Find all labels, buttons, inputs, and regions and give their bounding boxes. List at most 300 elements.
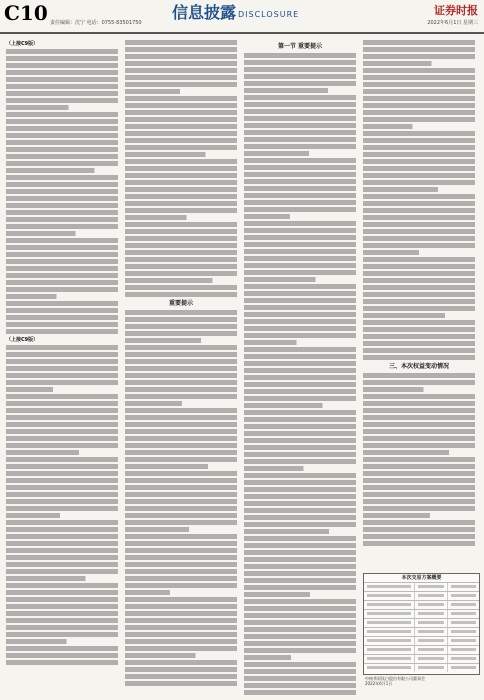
section-heading: 重要提示 xyxy=(168,300,193,307)
text-line xyxy=(244,494,356,499)
text-line xyxy=(125,478,237,483)
text-line xyxy=(6,653,118,658)
text-line xyxy=(6,569,118,574)
text-line xyxy=(6,464,118,469)
text-line xyxy=(125,345,237,350)
text-line xyxy=(6,555,118,560)
text-line xyxy=(244,627,356,632)
text-line xyxy=(6,408,118,413)
text-line xyxy=(244,620,356,625)
cell-text xyxy=(451,666,476,669)
text-line xyxy=(125,555,237,560)
text-line xyxy=(125,243,237,248)
cell-text xyxy=(367,657,411,660)
text-line xyxy=(6,273,118,278)
text-line xyxy=(125,527,237,532)
text-line xyxy=(125,285,237,290)
text-line xyxy=(125,464,237,469)
text-line xyxy=(244,291,356,296)
text-line xyxy=(244,459,356,464)
body-text-block xyxy=(6,345,118,665)
cell-text xyxy=(451,621,476,624)
text-line xyxy=(363,278,475,283)
text-line xyxy=(125,194,237,199)
text-line xyxy=(363,131,475,136)
text-line xyxy=(244,578,356,583)
text-line xyxy=(6,513,118,518)
text-line xyxy=(6,415,118,420)
text-line xyxy=(125,422,237,427)
section-title: 信息披露 xyxy=(172,3,237,22)
text-line xyxy=(125,401,237,406)
text-line xyxy=(125,583,237,588)
edition-date: 2022年6月1日 星期三 xyxy=(427,20,478,26)
text-line xyxy=(244,298,356,303)
text-line xyxy=(363,457,475,462)
text-line xyxy=(244,396,356,401)
table-cell xyxy=(447,610,479,618)
text-line xyxy=(244,403,356,408)
text-line xyxy=(363,215,475,220)
text-line xyxy=(6,611,118,616)
text-line xyxy=(363,145,475,150)
table-row xyxy=(364,618,479,627)
text-line xyxy=(6,660,118,665)
text-line xyxy=(125,292,237,297)
table-cell xyxy=(447,619,479,627)
text-line xyxy=(6,203,118,208)
text-line xyxy=(6,252,118,257)
text-line xyxy=(363,320,475,325)
text-line xyxy=(6,499,118,504)
text-line xyxy=(6,646,118,651)
text-line xyxy=(125,215,237,220)
text-line xyxy=(6,140,118,145)
table-cell xyxy=(447,628,479,636)
table-cell xyxy=(414,664,446,672)
text-line xyxy=(244,508,356,513)
cell-text xyxy=(451,612,476,615)
text-line xyxy=(244,536,356,541)
cell-text xyxy=(367,621,411,624)
text-line xyxy=(125,82,237,87)
text-line xyxy=(363,103,475,108)
text-line xyxy=(6,91,118,96)
text-line xyxy=(244,669,356,674)
text-line xyxy=(6,520,118,525)
text-line xyxy=(6,534,118,539)
table-cell xyxy=(364,619,414,627)
text-line xyxy=(6,366,118,371)
text-line xyxy=(244,221,356,226)
page-number: C10 xyxy=(4,1,48,25)
text-line xyxy=(125,208,237,213)
text-line xyxy=(6,492,118,497)
text-line xyxy=(125,674,237,679)
text-line xyxy=(125,152,237,157)
table-row xyxy=(364,591,479,600)
text-line xyxy=(6,387,118,392)
text-line xyxy=(125,54,237,59)
text-line xyxy=(363,292,475,297)
signature-block xyxy=(365,676,478,692)
text-line xyxy=(125,457,237,462)
text-line xyxy=(363,187,475,192)
text-line xyxy=(244,445,356,450)
text-line xyxy=(6,126,118,131)
table-row xyxy=(364,663,479,672)
cell-text xyxy=(451,585,476,588)
text-line xyxy=(363,152,475,157)
text-line xyxy=(125,180,237,185)
text-column-4 xyxy=(363,40,475,548)
text-column-1 xyxy=(6,40,118,667)
text-column-2 xyxy=(125,40,237,688)
text-line xyxy=(363,471,475,476)
table-cell xyxy=(447,637,479,645)
text-line xyxy=(6,210,118,215)
text-line xyxy=(363,373,475,378)
text-line xyxy=(244,130,356,135)
text-line xyxy=(244,382,356,387)
text-line xyxy=(6,576,118,581)
text-line xyxy=(244,305,356,310)
text-line xyxy=(125,173,237,178)
text-line xyxy=(125,47,237,52)
text-line xyxy=(125,506,237,511)
text-line xyxy=(244,284,356,289)
text-line xyxy=(125,75,237,80)
text-line xyxy=(125,338,237,343)
text-line xyxy=(244,585,356,590)
text-line xyxy=(125,625,237,630)
text-line xyxy=(244,172,356,177)
body-text-block xyxy=(6,49,118,334)
text-line xyxy=(125,471,237,476)
text-line xyxy=(363,341,475,346)
text-line xyxy=(363,229,475,234)
table-cell xyxy=(414,592,446,600)
text-line xyxy=(6,238,118,243)
text-line xyxy=(244,81,356,86)
text-line xyxy=(363,464,475,469)
text-line xyxy=(363,443,475,448)
body-text-block xyxy=(363,40,475,360)
text-line xyxy=(6,322,118,327)
text-line xyxy=(6,147,118,152)
text-line xyxy=(363,506,475,511)
text-line xyxy=(244,214,356,219)
text-line xyxy=(6,308,118,313)
table-cell xyxy=(447,583,479,591)
text-line xyxy=(6,217,118,222)
text-line xyxy=(125,562,237,567)
cell-text xyxy=(418,585,443,588)
text-line xyxy=(125,380,237,385)
text-line xyxy=(6,450,118,455)
text-line xyxy=(125,40,237,45)
text-line xyxy=(363,348,475,353)
text-line xyxy=(244,655,356,660)
text-line xyxy=(6,154,118,159)
text-line xyxy=(244,263,356,268)
text-line xyxy=(363,415,475,420)
body-text-block xyxy=(125,40,237,297)
table-cell xyxy=(364,646,414,654)
text-line xyxy=(244,53,356,58)
text-line xyxy=(6,471,118,476)
text-line xyxy=(125,632,237,637)
cell-text xyxy=(418,621,443,624)
text-line xyxy=(6,287,118,292)
text-line xyxy=(363,387,475,392)
data-table xyxy=(363,573,480,675)
text-line xyxy=(6,548,118,553)
text-line xyxy=(363,54,475,59)
text-line xyxy=(244,634,356,639)
continuation-note: （上接C9版） xyxy=(6,41,39,47)
text-line xyxy=(125,89,237,94)
text-line xyxy=(363,173,475,178)
text-line xyxy=(6,105,118,110)
text-line xyxy=(6,583,118,588)
text-line xyxy=(125,394,237,399)
text-line xyxy=(125,96,237,101)
text-line xyxy=(363,380,475,385)
text-line xyxy=(363,422,475,427)
table-row xyxy=(364,645,479,654)
text-line xyxy=(244,74,356,79)
text-line xyxy=(125,492,237,497)
text-line xyxy=(125,201,237,206)
text-line xyxy=(6,294,118,299)
text-line xyxy=(363,89,475,94)
text-line xyxy=(6,175,118,180)
text-line xyxy=(125,667,237,672)
text-line xyxy=(244,144,356,149)
text-line xyxy=(363,180,475,185)
cell-text xyxy=(367,594,411,597)
text-line xyxy=(363,541,475,546)
table-cell xyxy=(414,646,446,654)
text-line xyxy=(125,317,237,322)
text-line xyxy=(244,375,356,380)
newspaper-logo: 证券时报 xyxy=(434,4,478,17)
text-line xyxy=(125,548,237,553)
text-line xyxy=(6,161,118,166)
text-line xyxy=(6,618,118,623)
text-line xyxy=(6,429,118,434)
table-cell xyxy=(364,601,414,609)
text-line xyxy=(363,520,475,525)
cell-text xyxy=(451,603,476,606)
cell-text xyxy=(451,639,476,642)
text-line xyxy=(244,158,356,163)
text-line xyxy=(363,313,475,318)
text-line xyxy=(363,534,475,539)
signature-company: 中核华原钛白股份有限公司董事会 xyxy=(365,676,425,681)
text-line xyxy=(244,340,356,345)
text-line xyxy=(244,151,356,156)
text-line xyxy=(125,271,237,276)
text-line xyxy=(6,345,118,350)
text-line xyxy=(363,243,475,248)
text-line xyxy=(125,331,237,336)
text-line xyxy=(125,257,237,262)
text-line xyxy=(363,138,475,143)
text-line xyxy=(244,529,356,534)
text-line xyxy=(6,562,118,567)
cell-text xyxy=(451,657,476,660)
text-line xyxy=(125,415,237,420)
text-line xyxy=(125,373,237,378)
text-line xyxy=(125,131,237,136)
table-cell xyxy=(447,592,479,600)
text-line xyxy=(363,194,475,199)
text-line xyxy=(244,592,356,597)
text-line xyxy=(125,597,237,602)
text-line xyxy=(244,270,356,275)
text-line xyxy=(125,653,237,658)
text-column-3 xyxy=(244,40,356,697)
text-line xyxy=(244,137,356,142)
text-line xyxy=(363,429,475,434)
text-line xyxy=(6,443,118,448)
text-line xyxy=(244,368,356,373)
text-line xyxy=(363,299,475,304)
text-line xyxy=(363,82,475,87)
text-line xyxy=(125,352,237,357)
text-line xyxy=(6,168,118,173)
text-line xyxy=(363,327,475,332)
table-cell xyxy=(364,637,414,645)
cell-text xyxy=(367,639,411,642)
text-line xyxy=(6,280,118,285)
text-line xyxy=(363,166,475,171)
text-line xyxy=(244,95,356,100)
table-cell xyxy=(414,628,446,636)
text-line xyxy=(244,60,356,65)
table-row xyxy=(364,627,479,636)
cell-text xyxy=(451,630,476,633)
text-line xyxy=(6,112,118,117)
text-line xyxy=(6,259,118,264)
table-body xyxy=(364,582,479,672)
text-line xyxy=(363,499,475,504)
text-line xyxy=(6,189,118,194)
cell-text xyxy=(367,612,411,615)
table-cell xyxy=(364,592,414,600)
table-cell xyxy=(414,637,446,645)
table-cell xyxy=(447,664,479,672)
text-line xyxy=(363,285,475,290)
text-line xyxy=(244,417,356,422)
text-line xyxy=(6,485,118,490)
text-line xyxy=(125,611,237,616)
text-line xyxy=(363,40,475,45)
text-line xyxy=(125,166,237,171)
text-line xyxy=(125,61,237,66)
text-line xyxy=(244,410,356,415)
text-line xyxy=(244,179,356,184)
text-line xyxy=(244,424,356,429)
body-text-block xyxy=(125,310,237,686)
text-line xyxy=(244,501,356,506)
text-line xyxy=(125,408,237,413)
cell-text xyxy=(367,603,411,606)
table-row xyxy=(364,609,479,618)
table-title: 本次交易方案概要 xyxy=(401,575,442,581)
text-line xyxy=(125,103,237,108)
text-line xyxy=(125,450,237,455)
table-row xyxy=(364,654,479,663)
text-line xyxy=(6,401,118,406)
text-line xyxy=(244,277,356,282)
text-line xyxy=(125,250,237,255)
text-line xyxy=(244,207,356,212)
cell-text xyxy=(418,657,443,660)
text-line xyxy=(244,361,356,366)
table-cell xyxy=(414,610,446,618)
text-line xyxy=(6,478,118,483)
table-cell xyxy=(447,601,479,609)
text-line xyxy=(6,63,118,68)
text-line xyxy=(244,571,356,576)
text-line xyxy=(125,324,237,329)
text-line xyxy=(6,597,118,602)
text-line xyxy=(363,492,475,497)
text-line xyxy=(125,229,237,234)
text-line xyxy=(244,473,356,478)
text-line xyxy=(6,604,118,609)
text-line xyxy=(6,224,118,229)
text-line xyxy=(125,236,237,241)
text-line xyxy=(125,124,237,129)
text-line xyxy=(363,257,475,262)
table-cell xyxy=(364,583,414,591)
text-line xyxy=(125,359,237,364)
text-line xyxy=(6,590,118,595)
text-line xyxy=(363,271,475,276)
text-line xyxy=(6,373,118,378)
table-cell xyxy=(414,583,446,591)
text-line xyxy=(244,200,356,205)
text-line xyxy=(244,480,356,485)
text-line xyxy=(244,165,356,170)
text-line xyxy=(363,222,475,227)
text-line xyxy=(6,182,118,187)
text-line xyxy=(125,681,237,686)
table-cell xyxy=(414,601,446,609)
text-line xyxy=(125,520,237,525)
text-line xyxy=(6,77,118,82)
text-line xyxy=(244,487,356,492)
text-line xyxy=(125,264,237,269)
page-header xyxy=(0,0,484,34)
text-line xyxy=(6,56,118,61)
cell-text xyxy=(367,630,411,633)
text-line xyxy=(244,683,356,688)
table-row xyxy=(364,600,479,609)
text-line xyxy=(6,541,118,546)
text-line xyxy=(6,639,118,644)
cell-text xyxy=(418,612,443,615)
table-row xyxy=(364,636,479,645)
text-line xyxy=(244,431,356,436)
text-line xyxy=(125,366,237,371)
table-cell xyxy=(414,655,446,663)
text-line xyxy=(125,187,237,192)
